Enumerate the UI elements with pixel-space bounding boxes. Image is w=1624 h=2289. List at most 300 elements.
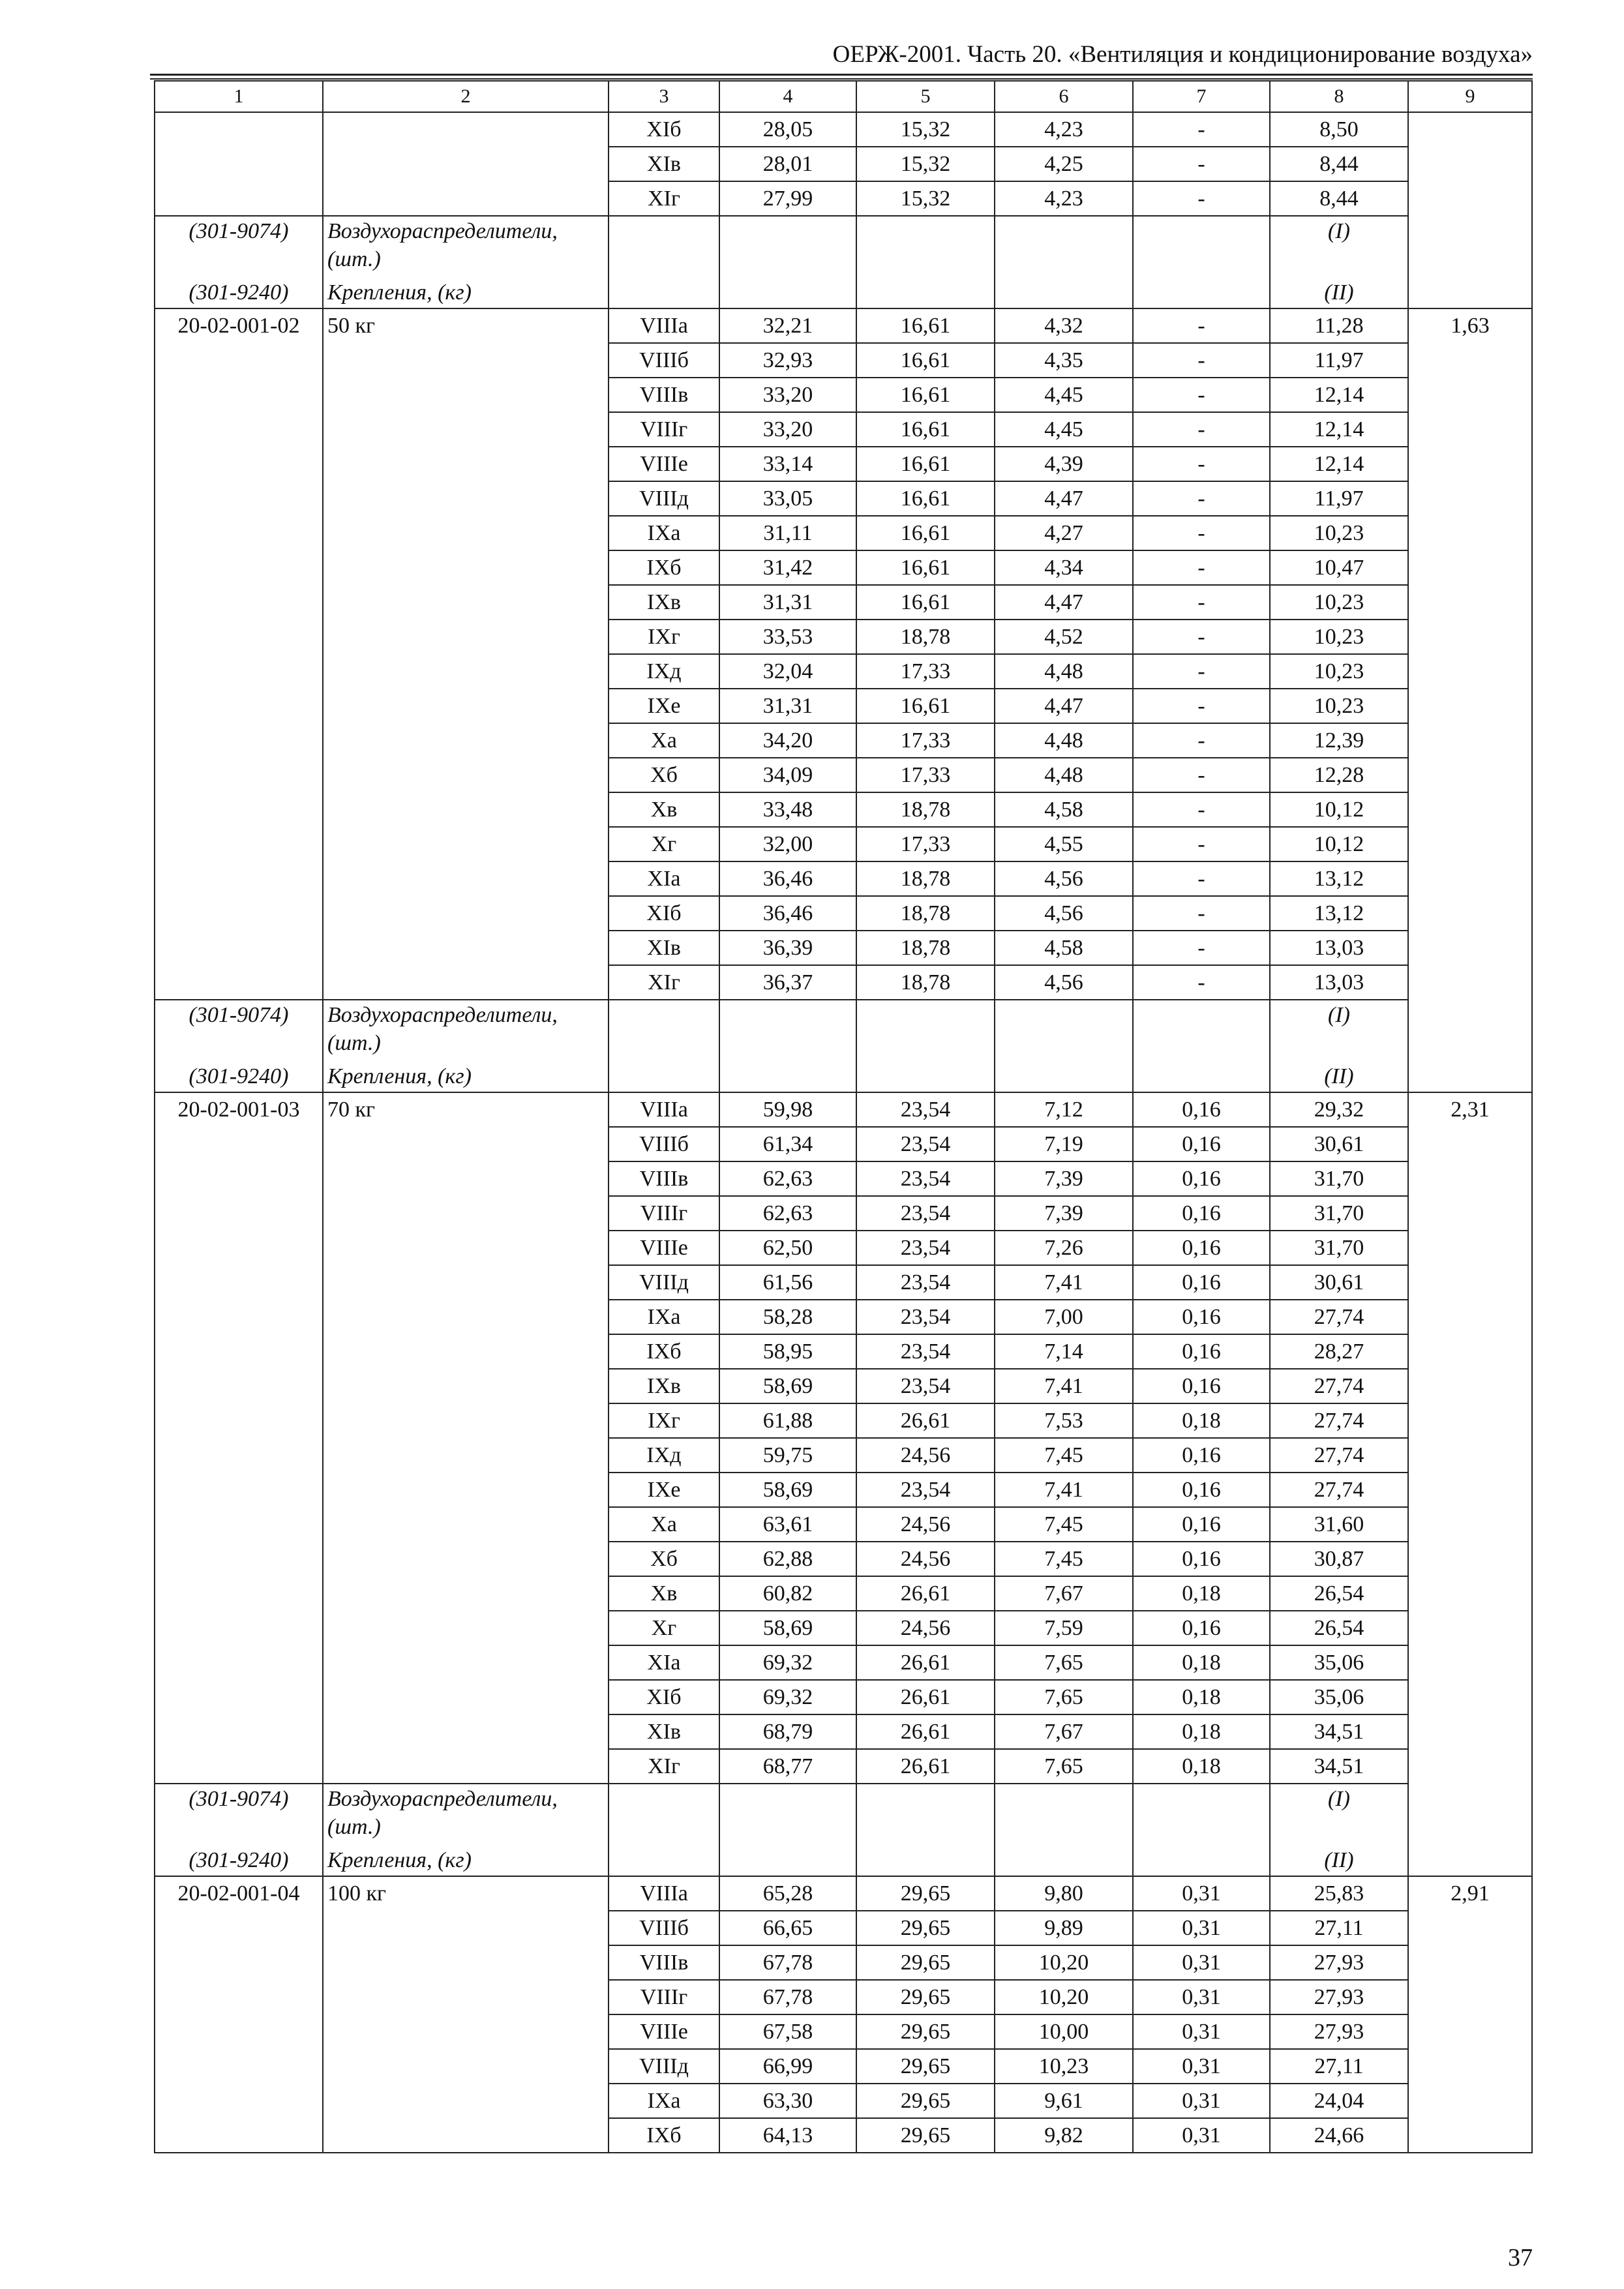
cell-col-7: 0,18 xyxy=(1133,1645,1270,1680)
resource-value: (II) xyxy=(1324,1848,1354,1872)
cell-col-6: 7,41 xyxy=(995,1473,1133,1507)
cell-col-7: 0,16 xyxy=(1133,1507,1270,1542)
cell-col-4: 34,09 xyxy=(719,758,856,792)
cell-col-3: Xа xyxy=(609,1507,719,1542)
cell-col-6: 7,39 xyxy=(995,1161,1133,1196)
cell-col-3: VIIIг xyxy=(609,1196,719,1231)
cell-col-4: 36,46 xyxy=(719,896,856,931)
cell-col-3: VIIIе xyxy=(609,2014,719,2049)
cell-col-8: 27,93 xyxy=(1270,1980,1408,2014)
cell-col-6: 10,23 xyxy=(995,2049,1133,2084)
cell-col-3: XIв xyxy=(609,1714,719,1749)
cell-col-5: 15,32 xyxy=(856,112,995,147)
table-row xyxy=(155,1876,1532,1911)
col9-value-cell xyxy=(1408,1876,1532,2153)
cell-col-7: 0,16 xyxy=(1133,1334,1270,1369)
cell-col-7: - xyxy=(1133,481,1270,516)
cell-col-3: Xг xyxy=(609,1611,719,1645)
col9-value: 1,63 xyxy=(1451,314,1490,338)
cell-col-5: 24,56 xyxy=(856,1542,995,1576)
cell-col-8: 12,14 xyxy=(1270,447,1408,481)
cell-col-8: 27,93 xyxy=(1270,1945,1408,1980)
cell-col-8: 27,93 xyxy=(1270,2014,1408,2049)
header-rule xyxy=(150,74,1533,76)
cell-col-7: 0,16 xyxy=(1133,1300,1270,1334)
cell-col-5: 16,61 xyxy=(856,516,995,550)
cell-col-4: 61,88 xyxy=(719,1403,856,1438)
column-number: 4 xyxy=(719,81,856,112)
cell-col-7: 0,31 xyxy=(1133,1876,1270,1911)
cell-col-4: 66,65 xyxy=(719,1911,856,1945)
cell-col-5: 29,65 xyxy=(856,1876,995,1911)
cell-col-5: 26,61 xyxy=(856,1680,995,1714)
page-number: 37 xyxy=(1508,2244,1533,2271)
resource-unit: (шт.) xyxy=(327,1031,381,1055)
cell-col-6: 7,67 xyxy=(995,1576,1133,1611)
cell-col-5: 16,61 xyxy=(856,689,995,723)
cell-col-4: 68,79 xyxy=(719,1714,856,1749)
cell-col-8: 11,28 xyxy=(1270,308,1408,343)
cell-col-3: IXб xyxy=(609,2118,719,2153)
cell-col-8: 34,51 xyxy=(1270,1714,1408,1749)
cell-col-3: IXе xyxy=(609,1473,719,1507)
cell-col-8: 27,11 xyxy=(1270,1911,1408,1945)
cell-col-3: Xг xyxy=(609,827,719,861)
cell-col-5: 29,65 xyxy=(856,2049,995,2084)
cell-col-7: 0,16 xyxy=(1133,1092,1270,1127)
empty-cell xyxy=(856,1784,995,1876)
cell-col-6: 4,23 xyxy=(995,112,1133,147)
resource-value-cell xyxy=(1270,1000,1408,1092)
cell-col-5: 29,65 xyxy=(856,1945,995,1980)
resource-row xyxy=(155,216,1532,308)
cell-col-7: - xyxy=(1133,308,1270,343)
cell-col-6: 7,65 xyxy=(995,1645,1133,1680)
cell-col-4: 33,53 xyxy=(719,620,856,654)
cell-col-5: 23,54 xyxy=(856,1265,995,1300)
cell-col-7: 0,18 xyxy=(1133,1680,1270,1714)
cell-col-4: 36,46 xyxy=(719,861,856,896)
cell-col-6: 4,32 xyxy=(995,308,1133,343)
cell-col-8: 8,50 xyxy=(1270,112,1408,147)
cell-col-8: 11,97 xyxy=(1270,343,1408,378)
empty-cell xyxy=(609,1784,719,1876)
col9-value: 2,91 xyxy=(1451,1881,1490,1906)
cell-col-6: 7,67 xyxy=(995,1714,1133,1749)
cell-col-5: 18,78 xyxy=(856,861,995,896)
cell-col-6: 4,47 xyxy=(995,585,1133,620)
cell-col-5: 29,65 xyxy=(856,1911,995,1945)
cell-col-3: IXв xyxy=(609,1369,719,1403)
cell-col-4: 36,37 xyxy=(719,965,856,1000)
cell-col-6: 4,39 xyxy=(995,447,1133,481)
cell-col-3: XIг xyxy=(609,1749,719,1784)
cell-col-7: 0,16 xyxy=(1133,1161,1270,1196)
cell-col-8: 30,61 xyxy=(1270,1127,1408,1161)
cell-col-4: 61,34 xyxy=(719,1127,856,1161)
column-number: 1 xyxy=(155,81,323,112)
empty-cell xyxy=(1133,1000,1270,1092)
cell-col-3: XIа xyxy=(609,1645,719,1680)
cell-col-5: 29,65 xyxy=(856,2014,995,2049)
cell-col-4: 32,93 xyxy=(719,343,856,378)
page-header: ОЕРЖ-2001. Часть 20. «Вентиляция и кондиционирование воздуха» xyxy=(832,41,1533,68)
resource-name: Крепления, (кг) xyxy=(327,280,472,305)
cell-col-5: 17,33 xyxy=(856,723,995,758)
rate-code-cell xyxy=(155,1092,323,1784)
cell-col-6: 4,47 xyxy=(995,689,1133,723)
cell-col-3: IXб xyxy=(609,550,719,585)
empty-cell xyxy=(719,1784,856,1876)
cell-col-8: 10,23 xyxy=(1270,654,1408,689)
cell-col-6: 9,80 xyxy=(995,1876,1133,1911)
cell-col-7: - xyxy=(1133,550,1270,585)
cell-col-6: 9,89 xyxy=(995,1911,1133,1945)
cell-col-8: 12,28 xyxy=(1270,758,1408,792)
col9-value: 2,31 xyxy=(1451,1098,1490,1122)
cell-col-6: 7,12 xyxy=(995,1092,1133,1127)
cell-col-4: 33,05 xyxy=(719,481,856,516)
rate-code-cell xyxy=(155,308,323,1000)
empty-cell xyxy=(995,1000,1133,1092)
cell-col-6: 4,48 xyxy=(995,654,1133,689)
cell-col-7: - xyxy=(1133,620,1270,654)
resource-code: (301-9074) xyxy=(188,1003,289,1027)
resource-name: Воздухораспределители, xyxy=(327,1003,558,1027)
header-rule-thin xyxy=(150,78,1533,80)
cell-col-8: 10,23 xyxy=(1270,516,1408,550)
cell-col-4: 67,78 xyxy=(719,1945,856,1980)
cell-col-3: VIIIа xyxy=(609,308,719,343)
cell-col-8: 31,70 xyxy=(1270,1161,1408,1196)
cell-col-7: 0,16 xyxy=(1133,1473,1270,1507)
cell-col-7: 0,18 xyxy=(1133,1576,1270,1611)
cell-col-5: 16,61 xyxy=(856,550,995,585)
resource-name-cell xyxy=(323,1784,609,1876)
table-row xyxy=(155,308,1532,343)
rate-name: 50 кг xyxy=(327,314,375,338)
empty-cell xyxy=(609,1000,719,1092)
cell-col-6: 4,48 xyxy=(995,758,1133,792)
cell-col-4: 36,39 xyxy=(719,931,856,965)
cell-col-7: - xyxy=(1133,112,1270,147)
rate-name-cell xyxy=(323,112,609,216)
cell-col-3: VIIIб xyxy=(609,1911,719,1945)
cell-col-4: 65,28 xyxy=(719,1876,856,1911)
cell-col-4: 33,48 xyxy=(719,792,856,827)
cell-col-6: 7,45 xyxy=(995,1507,1133,1542)
resource-unit: (шт.) xyxy=(327,1815,381,1839)
cell-col-3: IXв xyxy=(609,585,719,620)
cell-col-3: VIIIд xyxy=(609,1265,719,1300)
cell-col-6: 4,23 xyxy=(995,181,1133,216)
cell-col-3: Xв xyxy=(609,792,719,827)
cell-col-8: 35,06 xyxy=(1270,1680,1408,1714)
cell-col-7: - xyxy=(1133,585,1270,620)
cell-col-7: 0,16 xyxy=(1133,1369,1270,1403)
cell-col-5: 23,54 xyxy=(856,1161,995,1196)
cell-col-6: 7,26 xyxy=(995,1231,1133,1265)
cell-col-7: 0,31 xyxy=(1133,1945,1270,1980)
empty-cell xyxy=(719,216,856,308)
cell-col-6: 7,00 xyxy=(995,1300,1133,1334)
cell-col-3: Xб xyxy=(609,1542,719,1576)
resource-code-cell xyxy=(155,1784,323,1876)
cell-col-8: 27,11 xyxy=(1270,2049,1408,2084)
cell-col-3: IXб xyxy=(609,1334,719,1369)
column-number: 2 xyxy=(323,81,609,112)
cell-col-6: 4,45 xyxy=(995,412,1133,447)
cell-col-6: 7,53 xyxy=(995,1403,1133,1438)
cell-col-5: 23,54 xyxy=(856,1196,995,1231)
cell-col-5: 23,54 xyxy=(856,1300,995,1334)
cell-col-5: 16,61 xyxy=(856,343,995,378)
cell-col-7: 0,31 xyxy=(1133,2084,1270,2118)
resource-name-cell xyxy=(323,1000,609,1092)
cell-col-5: 15,32 xyxy=(856,147,995,181)
resource-value: (II) xyxy=(1324,1064,1354,1088)
cell-col-6: 4,34 xyxy=(995,550,1133,585)
cell-col-3: Xв xyxy=(609,1576,719,1611)
cell-col-8: 24,66 xyxy=(1270,2118,1408,2153)
cell-col-5: 16,61 xyxy=(856,308,995,343)
cell-col-4: 58,69 xyxy=(719,1369,856,1403)
empty-cell xyxy=(995,216,1133,308)
cell-col-8: 31,70 xyxy=(1270,1196,1408,1231)
cell-col-3: VIIIг xyxy=(609,412,719,447)
cell-col-4: 27,99 xyxy=(719,181,856,216)
cell-col-4: 58,28 xyxy=(719,1300,856,1334)
cell-col-7: 0,16 xyxy=(1133,1196,1270,1231)
cell-col-8: 26,54 xyxy=(1270,1611,1408,1645)
cell-col-8: 30,61 xyxy=(1270,1265,1408,1300)
cell-col-3: IXг xyxy=(609,620,719,654)
cell-col-6: 10,20 xyxy=(995,1945,1133,1980)
empty-cell xyxy=(1133,1784,1270,1876)
cell-col-4: 33,14 xyxy=(719,447,856,481)
cell-col-4: 64,13 xyxy=(719,2118,856,2153)
cell-col-8: 30,87 xyxy=(1270,1542,1408,1576)
cell-col-6: 4,27 xyxy=(995,516,1133,550)
resource-row xyxy=(155,1000,1532,1092)
cell-col-6: 4,56 xyxy=(995,896,1133,931)
cell-col-5: 23,54 xyxy=(856,1369,995,1403)
empty-cell xyxy=(856,216,995,308)
cell-col-3: XIв xyxy=(609,147,719,181)
rate-name: 70 кг xyxy=(327,1098,375,1122)
cell-col-4: 31,42 xyxy=(719,550,856,585)
rate-code-cell xyxy=(155,1876,323,2153)
cell-col-4: 28,05 xyxy=(719,112,856,147)
cell-col-8: 27,74 xyxy=(1270,1473,1408,1507)
cell-col-5: 16,61 xyxy=(856,412,995,447)
cell-col-4: 33,20 xyxy=(719,412,856,447)
cell-col-7: - xyxy=(1133,965,1270,1000)
cell-col-6: 4,35 xyxy=(995,343,1133,378)
cell-col-6: 10,20 xyxy=(995,1980,1133,2014)
cell-col-8: 13,12 xyxy=(1270,861,1408,896)
cell-col-3: VIIIа xyxy=(609,1876,719,1911)
cell-col-7: - xyxy=(1133,147,1270,181)
cell-col-7: 0,16 xyxy=(1133,1542,1270,1576)
cell-col-3: Xб xyxy=(609,758,719,792)
column-number: 7 xyxy=(1133,81,1270,112)
cell-col-5: 24,56 xyxy=(856,1611,995,1645)
cell-col-7: 0,18 xyxy=(1133,1749,1270,1784)
cell-col-3: VIIIа xyxy=(609,1092,719,1127)
cell-col-3: IXа xyxy=(609,1300,719,1334)
cell-col-7: - xyxy=(1133,758,1270,792)
cell-col-7: - xyxy=(1133,861,1270,896)
cell-col-4: 59,75 xyxy=(719,1438,856,1473)
cell-col-4: 32,04 xyxy=(719,654,856,689)
cell-col-5: 24,56 xyxy=(856,1438,995,1473)
cell-col-5: 18,78 xyxy=(856,965,995,1000)
cell-col-4: 69,32 xyxy=(719,1645,856,1680)
cell-col-6: 7,41 xyxy=(995,1265,1133,1300)
cell-col-8: 8,44 xyxy=(1270,147,1408,181)
cell-col-7: - xyxy=(1133,378,1270,412)
cell-col-3: Xа xyxy=(609,723,719,758)
cell-col-4: 60,82 xyxy=(719,1576,856,1611)
cell-col-8: 25,83 xyxy=(1270,1876,1408,1911)
cell-col-8: 31,70 xyxy=(1270,1231,1408,1265)
cell-col-6: 9,61 xyxy=(995,2084,1133,2118)
cell-col-3: XIг xyxy=(609,181,719,216)
cell-col-5: 18,78 xyxy=(856,792,995,827)
rate-code: 20-02-001-04 xyxy=(177,1881,300,1906)
cell-col-7: - xyxy=(1133,654,1270,689)
cell-col-3: VIIIб xyxy=(609,343,719,378)
cell-col-3: VIIIв xyxy=(609,378,719,412)
cell-col-4: 63,30 xyxy=(719,2084,856,2118)
resource-name: Воздухораспределители, xyxy=(327,1787,558,1811)
cell-col-3: VIIIе xyxy=(609,447,719,481)
cell-col-8: 10,23 xyxy=(1270,689,1408,723)
cell-col-3: IXг xyxy=(609,1403,719,1438)
cell-col-4: 58,69 xyxy=(719,1611,856,1645)
cell-col-3: XIв xyxy=(609,931,719,965)
resource-name: Крепления, (кг) xyxy=(327,1848,472,1872)
cell-col-5: 23,54 xyxy=(856,1473,995,1507)
cell-col-5: 18,78 xyxy=(856,896,995,931)
cell-col-6: 4,55 xyxy=(995,827,1133,861)
resource-value: (I) xyxy=(1328,219,1350,243)
rate-code: 20-02-001-02 xyxy=(177,314,300,338)
cell-col-6: 9,82 xyxy=(995,2118,1133,2153)
cell-col-3: IXд xyxy=(609,1438,719,1473)
cell-col-7: 0,31 xyxy=(1133,2118,1270,2153)
cell-col-8: 12,14 xyxy=(1270,378,1408,412)
cell-col-6: 7,45 xyxy=(995,1438,1133,1473)
resource-value-cell xyxy=(1270,216,1408,308)
cell-col-8: 34,51 xyxy=(1270,1749,1408,1784)
rate-name-cell xyxy=(323,1876,609,2153)
cell-col-5: 17,33 xyxy=(856,827,995,861)
resource-code-cell xyxy=(155,216,323,308)
resource-code: (301-9240) xyxy=(188,1848,289,1872)
cell-col-6: 4,56 xyxy=(995,861,1133,896)
cell-col-7: - xyxy=(1133,516,1270,550)
cell-col-7: 0,31 xyxy=(1133,1980,1270,2014)
cell-col-3: XIб xyxy=(609,1680,719,1714)
cell-col-4: 62,88 xyxy=(719,1542,856,1576)
cell-col-7: 0,16 xyxy=(1133,1438,1270,1473)
cell-col-6: 4,58 xyxy=(995,931,1133,965)
column-number: 9 xyxy=(1408,81,1532,112)
cell-col-6: 4,52 xyxy=(995,620,1133,654)
cell-col-7: 0,31 xyxy=(1133,1911,1270,1945)
cell-col-3: XIг xyxy=(609,965,719,1000)
col9-value-cell xyxy=(1408,112,1532,308)
cell-col-8: 26,54 xyxy=(1270,1576,1408,1611)
cell-col-5: 29,65 xyxy=(856,2118,995,2153)
col9-value-cell xyxy=(1408,308,1532,1092)
cell-col-7: 0,16 xyxy=(1133,1231,1270,1265)
rate-code: 20-02-001-03 xyxy=(177,1098,300,1122)
resource-row xyxy=(155,1784,1532,1876)
cell-col-8: 27,74 xyxy=(1270,1438,1408,1473)
cell-col-7: 0,31 xyxy=(1133,2014,1270,2049)
cell-col-4: 58,95 xyxy=(719,1334,856,1369)
table-header xyxy=(155,81,1532,112)
rate-name: 100 кг xyxy=(327,1881,386,1906)
rate-code-cell xyxy=(155,112,323,216)
resource-code: (301-9074) xyxy=(188,1787,289,1811)
resource-code: (301-9240) xyxy=(188,280,289,305)
cell-col-5: 24,56 xyxy=(856,1507,995,1542)
resource-value: (II) xyxy=(1324,280,1354,305)
cell-col-5: 23,54 xyxy=(856,1092,995,1127)
col9-value xyxy=(1411,113,1529,146)
cell-col-6: 4,48 xyxy=(995,723,1133,758)
cell-col-6: 7,19 xyxy=(995,1127,1133,1161)
cell-col-4: 59,98 xyxy=(719,1092,856,1127)
cell-col-8: 8,44 xyxy=(1270,181,1408,216)
cell-col-6: 4,58 xyxy=(995,792,1133,827)
cell-col-5: 23,54 xyxy=(856,1231,995,1265)
cell-col-8: 10,12 xyxy=(1270,827,1408,861)
cell-col-4: 28,01 xyxy=(719,147,856,181)
column-number: 8 xyxy=(1270,81,1408,112)
resource-name-cell xyxy=(323,216,609,308)
cell-col-8: 28,27 xyxy=(1270,1334,1408,1369)
resource-code: (301-9074) xyxy=(188,219,289,243)
cell-col-7: 0,16 xyxy=(1133,1265,1270,1300)
cell-col-5: 16,61 xyxy=(856,585,995,620)
resource-value: (I) xyxy=(1328,1787,1350,1811)
cell-col-5: 16,61 xyxy=(856,378,995,412)
cell-col-7: 0,18 xyxy=(1133,1714,1270,1749)
cell-col-4: 32,21 xyxy=(719,308,856,343)
cell-col-8: 27,74 xyxy=(1270,1403,1408,1438)
resource-name: Воздухораспределители, xyxy=(327,219,558,243)
cell-col-3: XIа xyxy=(609,861,719,896)
cell-col-6: 10,00 xyxy=(995,2014,1133,2049)
cell-col-5: 16,61 xyxy=(856,481,995,516)
cell-col-3: IXа xyxy=(609,2084,719,2118)
cell-col-8: 12,39 xyxy=(1270,723,1408,758)
cell-col-7: 0,18 xyxy=(1133,1403,1270,1438)
resource-unit: (шт.) xyxy=(327,247,381,271)
cell-col-8: 13,03 xyxy=(1270,931,1408,965)
cell-col-3: VIIIв xyxy=(609,1945,719,1980)
rate-name-cell xyxy=(323,308,609,1000)
cell-col-7: - xyxy=(1133,896,1270,931)
cell-col-5: 17,33 xyxy=(856,654,995,689)
cell-col-4: 62,63 xyxy=(719,1161,856,1196)
cell-col-4: 69,32 xyxy=(719,1680,856,1714)
